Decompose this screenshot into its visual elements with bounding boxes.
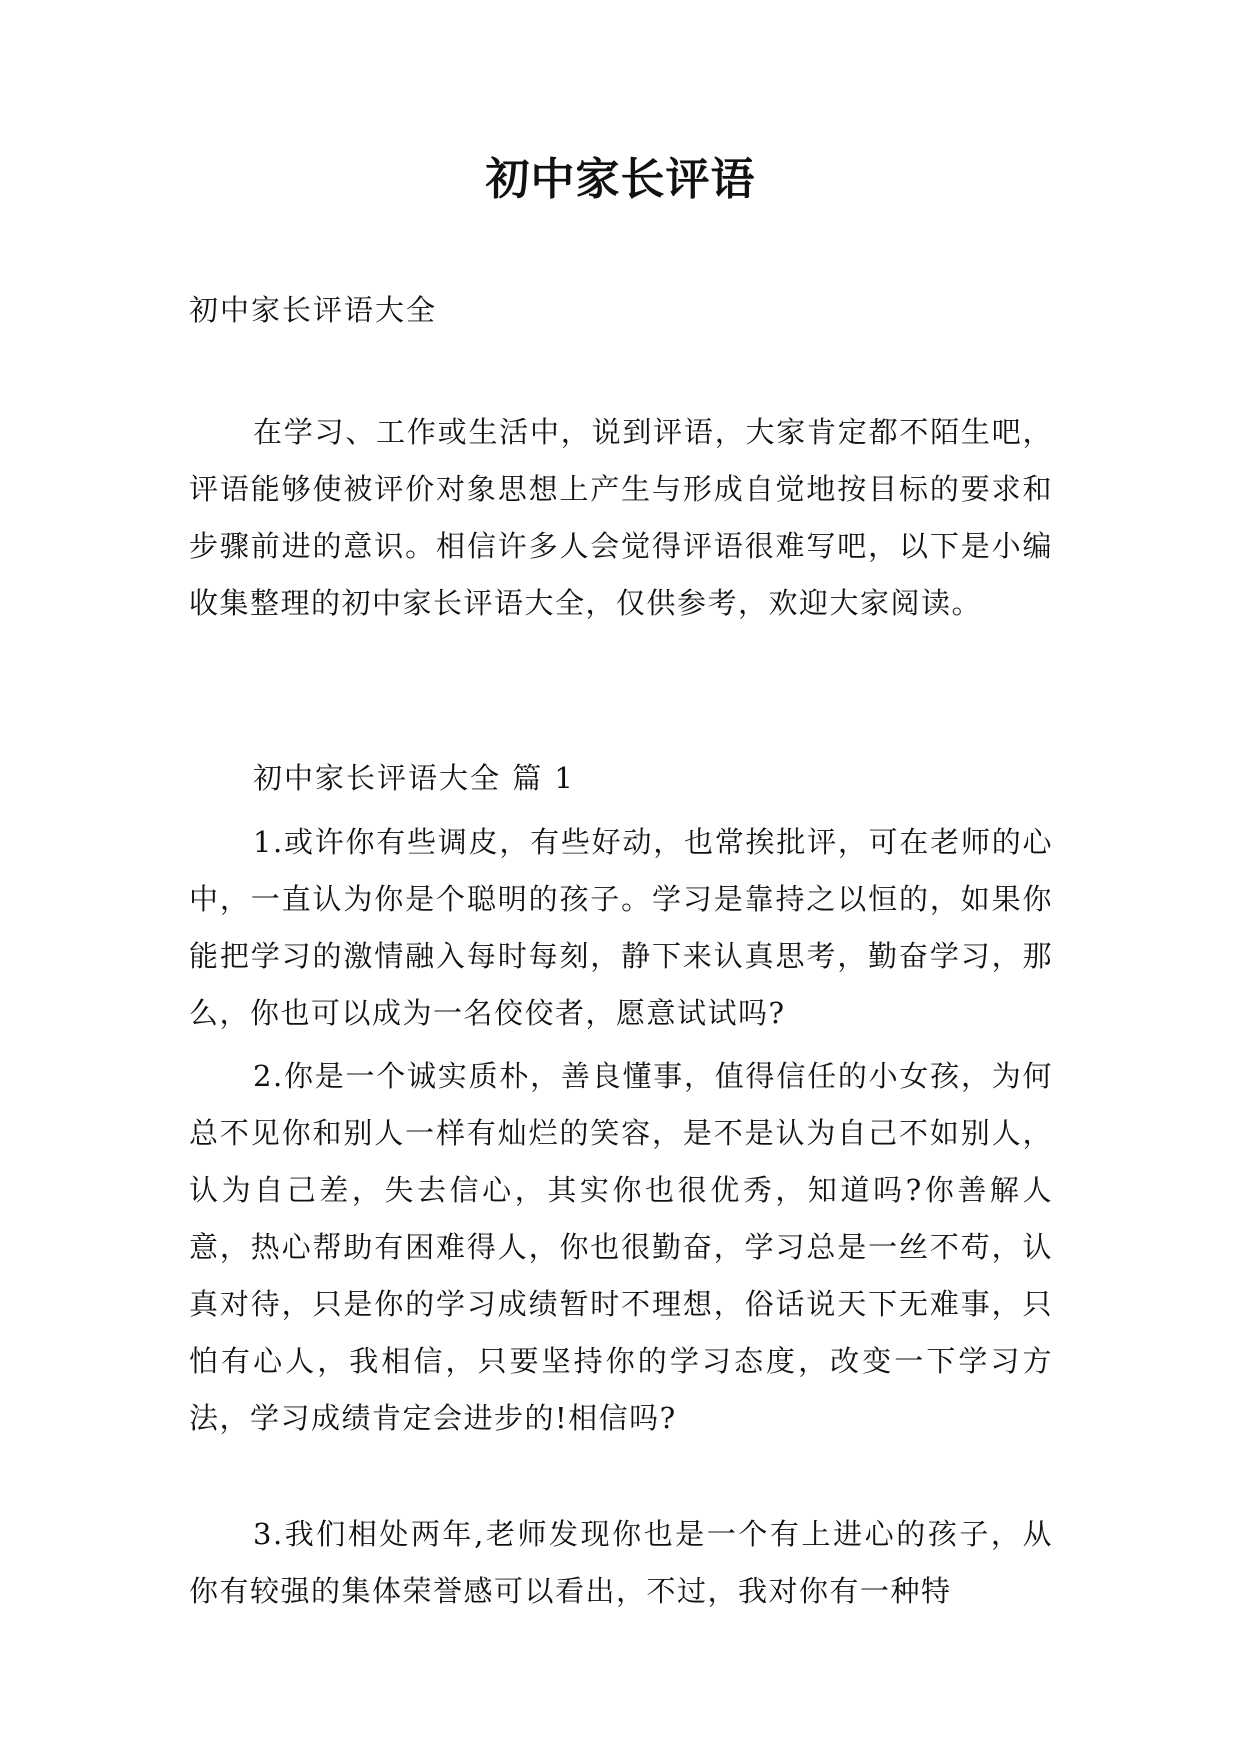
section-heading: 初中家长评语大全 篇 1: [253, 761, 575, 795]
document-subtitle: 初中家长评语大全: [189, 293, 438, 327]
intro-paragraph: 在学习、工作或生活中，说到评语，大家肯定都不陌生吧，评语能够使被评价对象思想上产生与形成自觉地按目标的要求和步骤前进的意识。相信许多人会觉得评语很难写吧，以下是小编收集整理的初中家长评语大全，仅供参考，欢迎大家阅读。: [189, 415, 1053, 620]
comment-item-3: 3.我们相处两年,老师发现你也是一个有上进心的孩子，从你有较强的集体荣誉感可以看出，不过，我对你有一种特: [189, 1517, 1053, 1608]
comment-item-1: 1.或许你有些调皮，有些好动，也常挨批评，可在老师的心中，一直认为你是个聪明的孩子。学习是靠持之以恒的，如果你能把学习的激情融入每时每刻，静下来认真思考，勤奋学习，那么，你也可以成为一名佼佼者，愿意试试吗?: [189, 825, 1053, 1030]
page-title: 初中家长评语: [485, 154, 756, 205]
comment-item-2: 2.你是一个诚实质朴，善良懂事，值得信任的小女孩，为何总不见你和别人一样有灿烂的笑容，是不是认为自己不如别人，认为自己差，失去信心，其实你也很优秀，知道吗?你善解人意，热心帮助有困难得人，你也很勤奋，学习总是一丝不苟，认真对待，只是你的学习成绩暂时不理想，俗话说天下无难事，只怕有心人，我相信，只要坚持你的学习态度，改变一下学习方法，学习成绩肯定会进步的!相信吗?: [189, 1059, 1053, 1435]
